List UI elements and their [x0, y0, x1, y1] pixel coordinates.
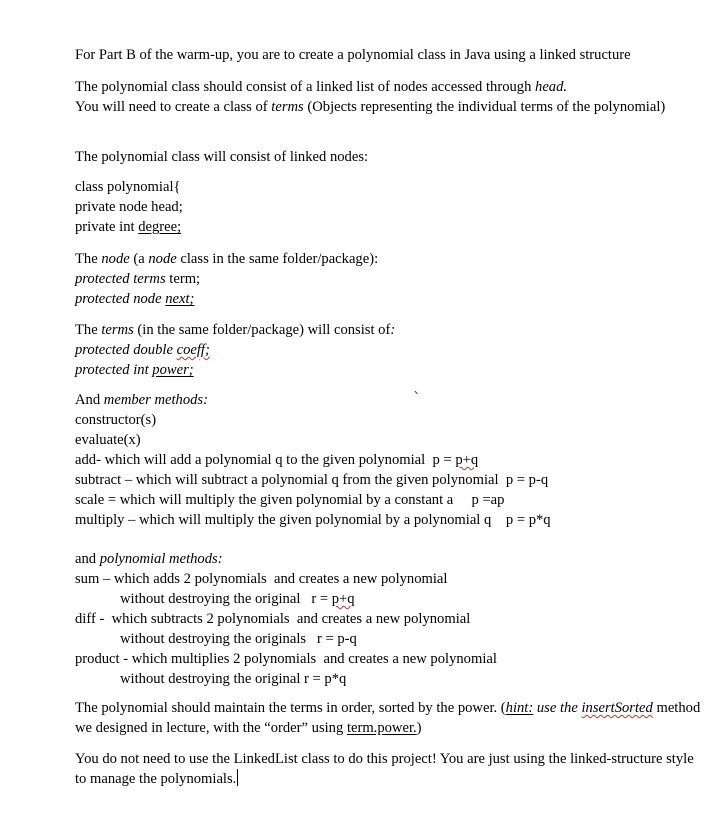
method-diff-detail: without destroying the originals r = p-q — [120, 631, 357, 647]
linked-nodes-paragraph — [75, 147, 705, 167]
ordering-text: The polynomial should maintain the terms in order, sorted by the power. (hint: use the insertSorted method we designed in lecture, with the “order” using term.power.) — [75, 700, 701, 736]
para2-line1: The polynomial class should consist of a linked list of nodes accessed through head. — [75, 79, 568, 95]
member-methods-heading: And member methods: — [75, 392, 208, 408]
method-multiply: multiply – which will multiply the given polynomial by a polynomial q p = p*q — [75, 512, 551, 528]
poly-methods-heading: and polynomial methods: — [75, 551, 223, 567]
method-diff: diff - which subtracts 2 polynomials and creates a new polynomial — [75, 611, 471, 627]
ordering-paragraph — [75, 698, 705, 738]
terms-coeff-field: protected double coeff; — [75, 342, 210, 358]
method-scale: scale = which will multiply the given polynomial by a constant a p =ap — [75, 492, 505, 508]
method-constructor: constructor(s) — [75, 412, 157, 428]
linked-list-paragraph — [75, 77, 705, 117]
closing-text: You do not need to use the LinkedList class to do this project! You are just using the linked-structure style to manage the polynomials. — [75, 751, 694, 787]
intro-text: For Part B of the warm-up, you are to create a polynomial class in Java using a linked structure — [75, 47, 631, 63]
node-term-field: protected terms term; — [75, 271, 201, 287]
code-head-field: private node head; — [75, 199, 183, 215]
text-cursor[interactable] — [237, 769, 238, 786]
polynomial-class-code — [75, 177, 705, 237]
code-degree-field: private int degree; — [75, 219, 182, 235]
method-sum: sum – which adds 2 polynomials and creates a new polynomial — [75, 571, 448, 587]
terms-heading: The terms (in the same folder/package) will consist of: — [75, 322, 396, 338]
para3-text: The polynomial class will consist of linked nodes: — [75, 149, 369, 165]
node-next-field: protected node next; — [75, 291, 195, 307]
terms-class-section — [75, 320, 705, 380]
para2-line2: You will need to create a class of terms (Objects representing the individual terms of the polynomial) — [75, 99, 666, 115]
method-sum-detail: without destroying the original r = p+q — [120, 591, 355, 607]
method-add: add- which will add a polynomial q to the given polynomial p = p+q — [75, 452, 479, 468]
method-product: product - which multiplies 2 polynomials and creates a new polynomial — [75, 651, 497, 667]
node-heading: The node (a node class in the same folder/package): — [75, 251, 379, 267]
method-product-detail: without destroying the original r = p*q — [120, 671, 347, 687]
method-evaluate: evaluate(x) — [75, 432, 141, 448]
closing-paragraph — [75, 749, 705, 789]
terms-power-field: protected int power; — [75, 362, 194, 378]
method-subtract: subtract – which will subtract a polynomial q from the given polynomial p = p-q — [75, 472, 549, 488]
polynomial-methods-section — [75, 549, 705, 689]
node-class-section — [75, 249, 705, 309]
code-class-decl: class polynomial{ — [75, 179, 181, 195]
member-methods-section — [75, 390, 705, 530]
intro-paragraph — [75, 45, 705, 65]
